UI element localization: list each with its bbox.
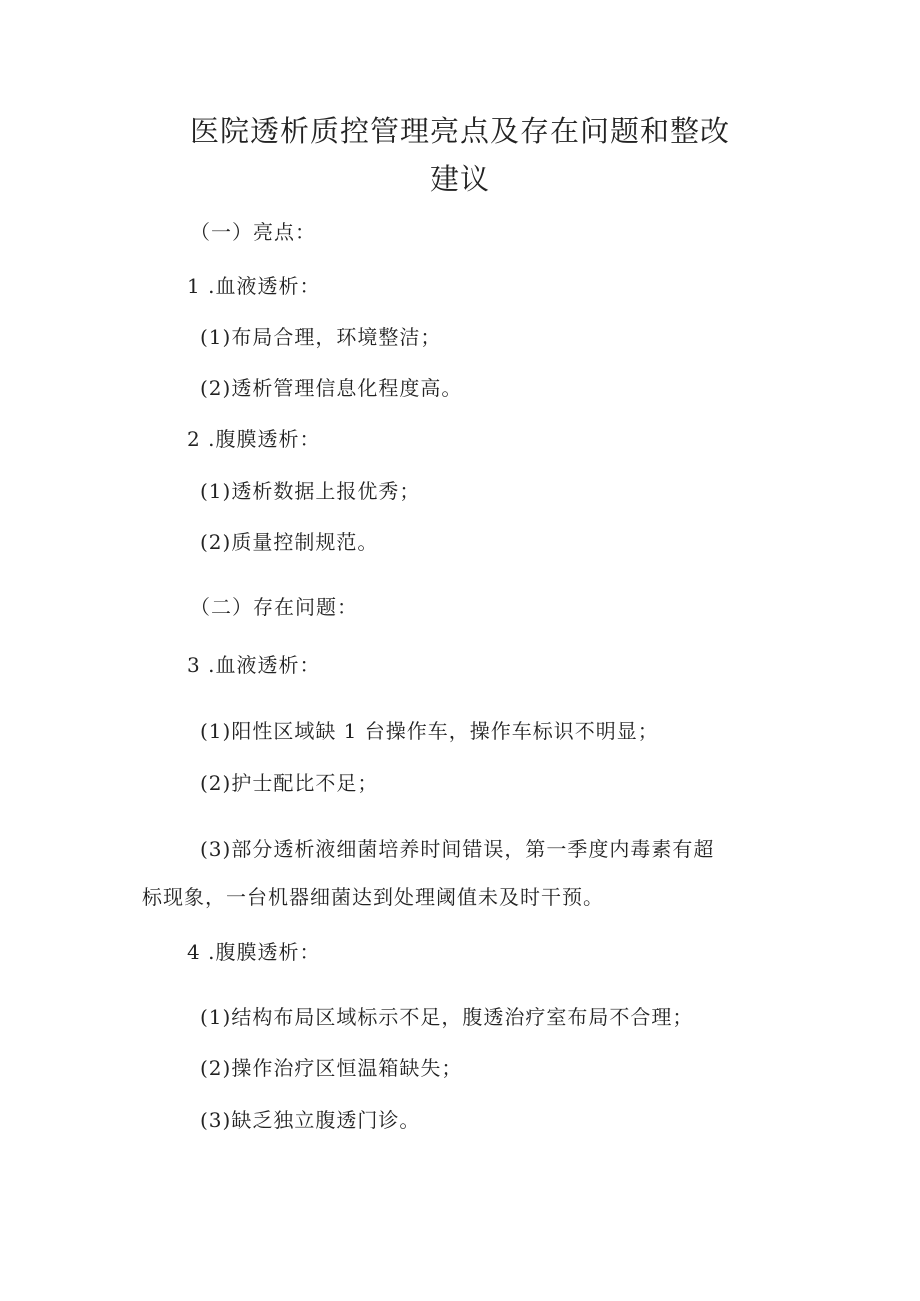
list-item: (1)阳性区域缺 1 台操作车，操作车标识不明显； [200,719,659,743]
list-item: (1)布局合理，环境整洁； [200,325,442,349]
list-item: (1)透析数据上报优秀； [200,479,421,503]
list-item-continuation: 标现象，一台机器细菌达到处理阈值未及时干预。 [142,885,604,909]
item-heading-hemodialysis: 3 .血液透析： [187,653,321,677]
list-item: (1)结构布局区域标示不足，腹透治疗室布局不合理； [200,1005,694,1029]
list-item: (2)透析管理信息化程度高。 [200,376,463,400]
item-heading-hemodialysis: 1 .血液透析： [187,274,321,298]
list-item: (3)缺乏独立腹透门诊。 [200,1108,421,1132]
list-item: (2)操作治疗区恒温箱缺失； [200,1056,463,1080]
list-item: (2)质量控制规范。 [200,530,379,554]
item-heading-peritoneal-dialysis: 2 .腹膜透析： [187,427,321,451]
item-heading-peritoneal-dialysis: 4 .腹膜透析： [187,940,321,964]
list-item: (2)护士配比不足； [200,771,379,795]
document-title-line-2: 建议 [429,162,490,196]
section-heading-highlights: （一）亮点： [190,220,316,244]
section-heading-problems: （二）存在问题： [190,595,358,619]
document-title-line-1: 医院透析质控管理亮点及存在问题和整改 [189,114,730,148]
list-item: (3)部分透析液细菌培养时间错误，第一季度内毒素有超 [200,837,715,861]
